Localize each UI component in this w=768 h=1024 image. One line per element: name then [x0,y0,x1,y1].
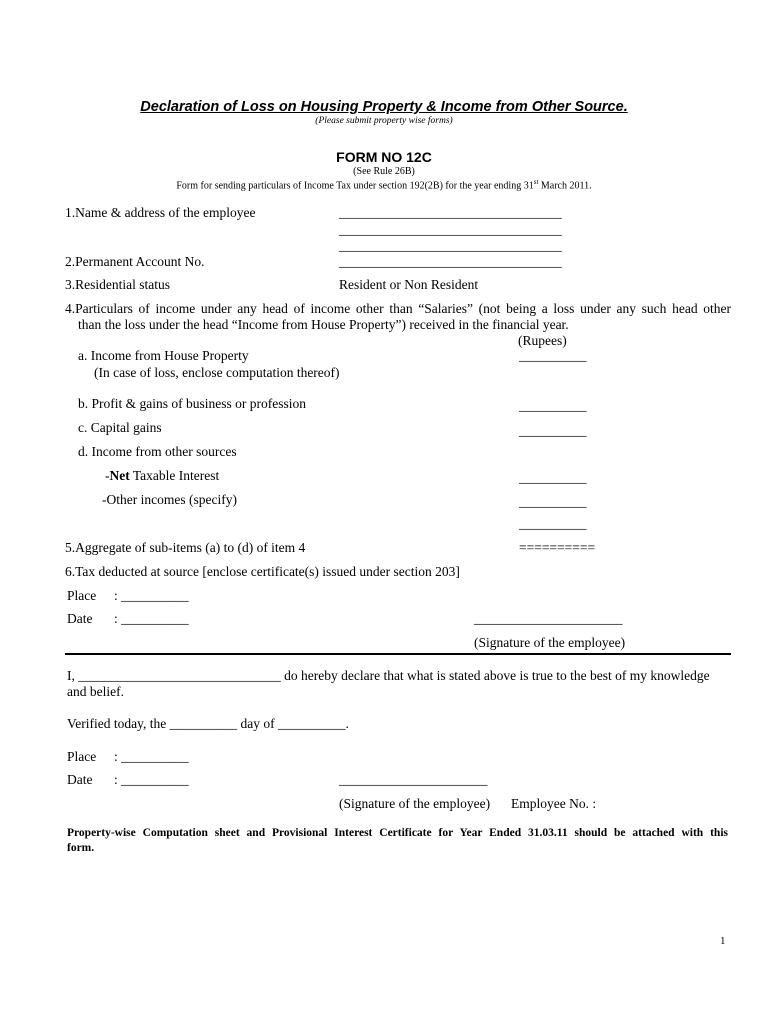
other-incomes-extra-line[interactable]: __________ [519,516,587,531]
page-number: 1 [720,935,726,947]
place-field[interactable]: : __________ [114,588,189,603]
document-subtitle: (Please submit property wise forms) [315,116,453,126]
aggregate-line: ========== [519,540,596,555]
form-description-text: Form for sending particulars of Income Tax under section 192(2B) for the year ending 31 [176,180,534,192]
income-house-property-note: (In case of loss, enclose computation thereof) [94,365,340,380]
form-number: FORM NO 12C [336,149,432,165]
aggregate-label: 5.Aggregate of sub-items (a) to (d) of item 4 [65,540,306,555]
rule-reference: (See Rule 26B) [353,166,415,177]
date-label: Date [67,611,93,626]
other-incomes-line[interactable]: __________ [519,494,587,509]
rupees-header: (Rupees) [518,333,567,348]
declaration-line-2: and belief. [67,684,124,699]
business-profit-line[interactable]: __________ [519,398,587,413]
particulars-heading-line-1: 4.Particulars of income under any head of income other than “Salaries” (not being a loss under any such head other [65,301,731,316]
other-sources-label: d. Income from other sources [78,444,237,459]
document-title: Declaration of Loss on Housing Property & Income from Other Source. [140,99,628,115]
signature-line[interactable]: ______________________ [474,611,623,626]
date-field-2[interactable]: : __________ [114,772,189,787]
form-description-end: March 2011. [538,180,592,192]
net-prefix: - [105,468,110,483]
attachment-note-line-2: form. [67,842,95,854]
signature-line-2[interactable]: ______________________ [339,772,488,787]
name-address-label: 1.Name & address of the employee [65,205,256,220]
tds-label: 6.Tax deducted at source [enclose certificate(s) issued under section 203] [65,564,460,579]
pan-label: 2.Permanent Account No. [65,254,205,269]
net-rest: Taxable Interest [129,468,220,483]
pan-line[interactable]: _________________________________ [339,254,562,269]
signature-caption: (Signature of the employee) [474,635,626,650]
net-bold: Net [109,468,130,483]
form-description-sup: st [533,178,539,186]
employee-number-label: Employee No. : [511,796,597,811]
place-field-2[interactable]: : __________ [114,749,189,764]
attachment-note-line-1: Property-wise Computation sheet and Provisional Interest Certificate for Year Ended 31.03.11 should be attached with this [67,827,728,839]
capital-gains-label: c. Capital gains [78,420,162,435]
particulars-heading-line-2: than the loss under the head “Income from House Property”) received in the financial year. [78,317,569,332]
date-label-2: Date [67,772,93,787]
signature-caption-2: (Signature of the employee) [339,796,491,811]
other-incomes-label: -Other incomes (specify) [102,492,237,507]
name-address-line-3[interactable]: _________________________________ [339,238,562,253]
place-label-2: Place [67,749,97,764]
verified-line: Verified today, the __________ day of __________. [67,716,349,731]
name-address-line-1[interactable]: _________________________________ [339,205,562,220]
income-house-property-label: a. Income from House Property [78,348,249,363]
date-field[interactable]: : __________ [114,611,189,626]
net-taxable-interest-label [105,468,219,484]
net-taxable-interest-line[interactable]: __________ [519,470,587,485]
residential-status-label: 3.Residential status [65,277,170,292]
form-description [0,178,768,191]
name-address-line-2[interactable]: _________________________________ [339,222,562,237]
capital-gains-line[interactable]: __________ [519,423,587,438]
section-divider [65,653,731,655]
income-house-property-line[interactable]: __________ [519,348,587,363]
place-label: Place [67,588,97,603]
business-profit-label: b. Profit & gains of business or profession [78,396,306,411]
residential-status-value: Resident or Non Resident [339,277,479,292]
declaration-line-1: I, ______________________________ do hereby declare that what is stated above is true to the best of my knowledge [67,668,710,683]
